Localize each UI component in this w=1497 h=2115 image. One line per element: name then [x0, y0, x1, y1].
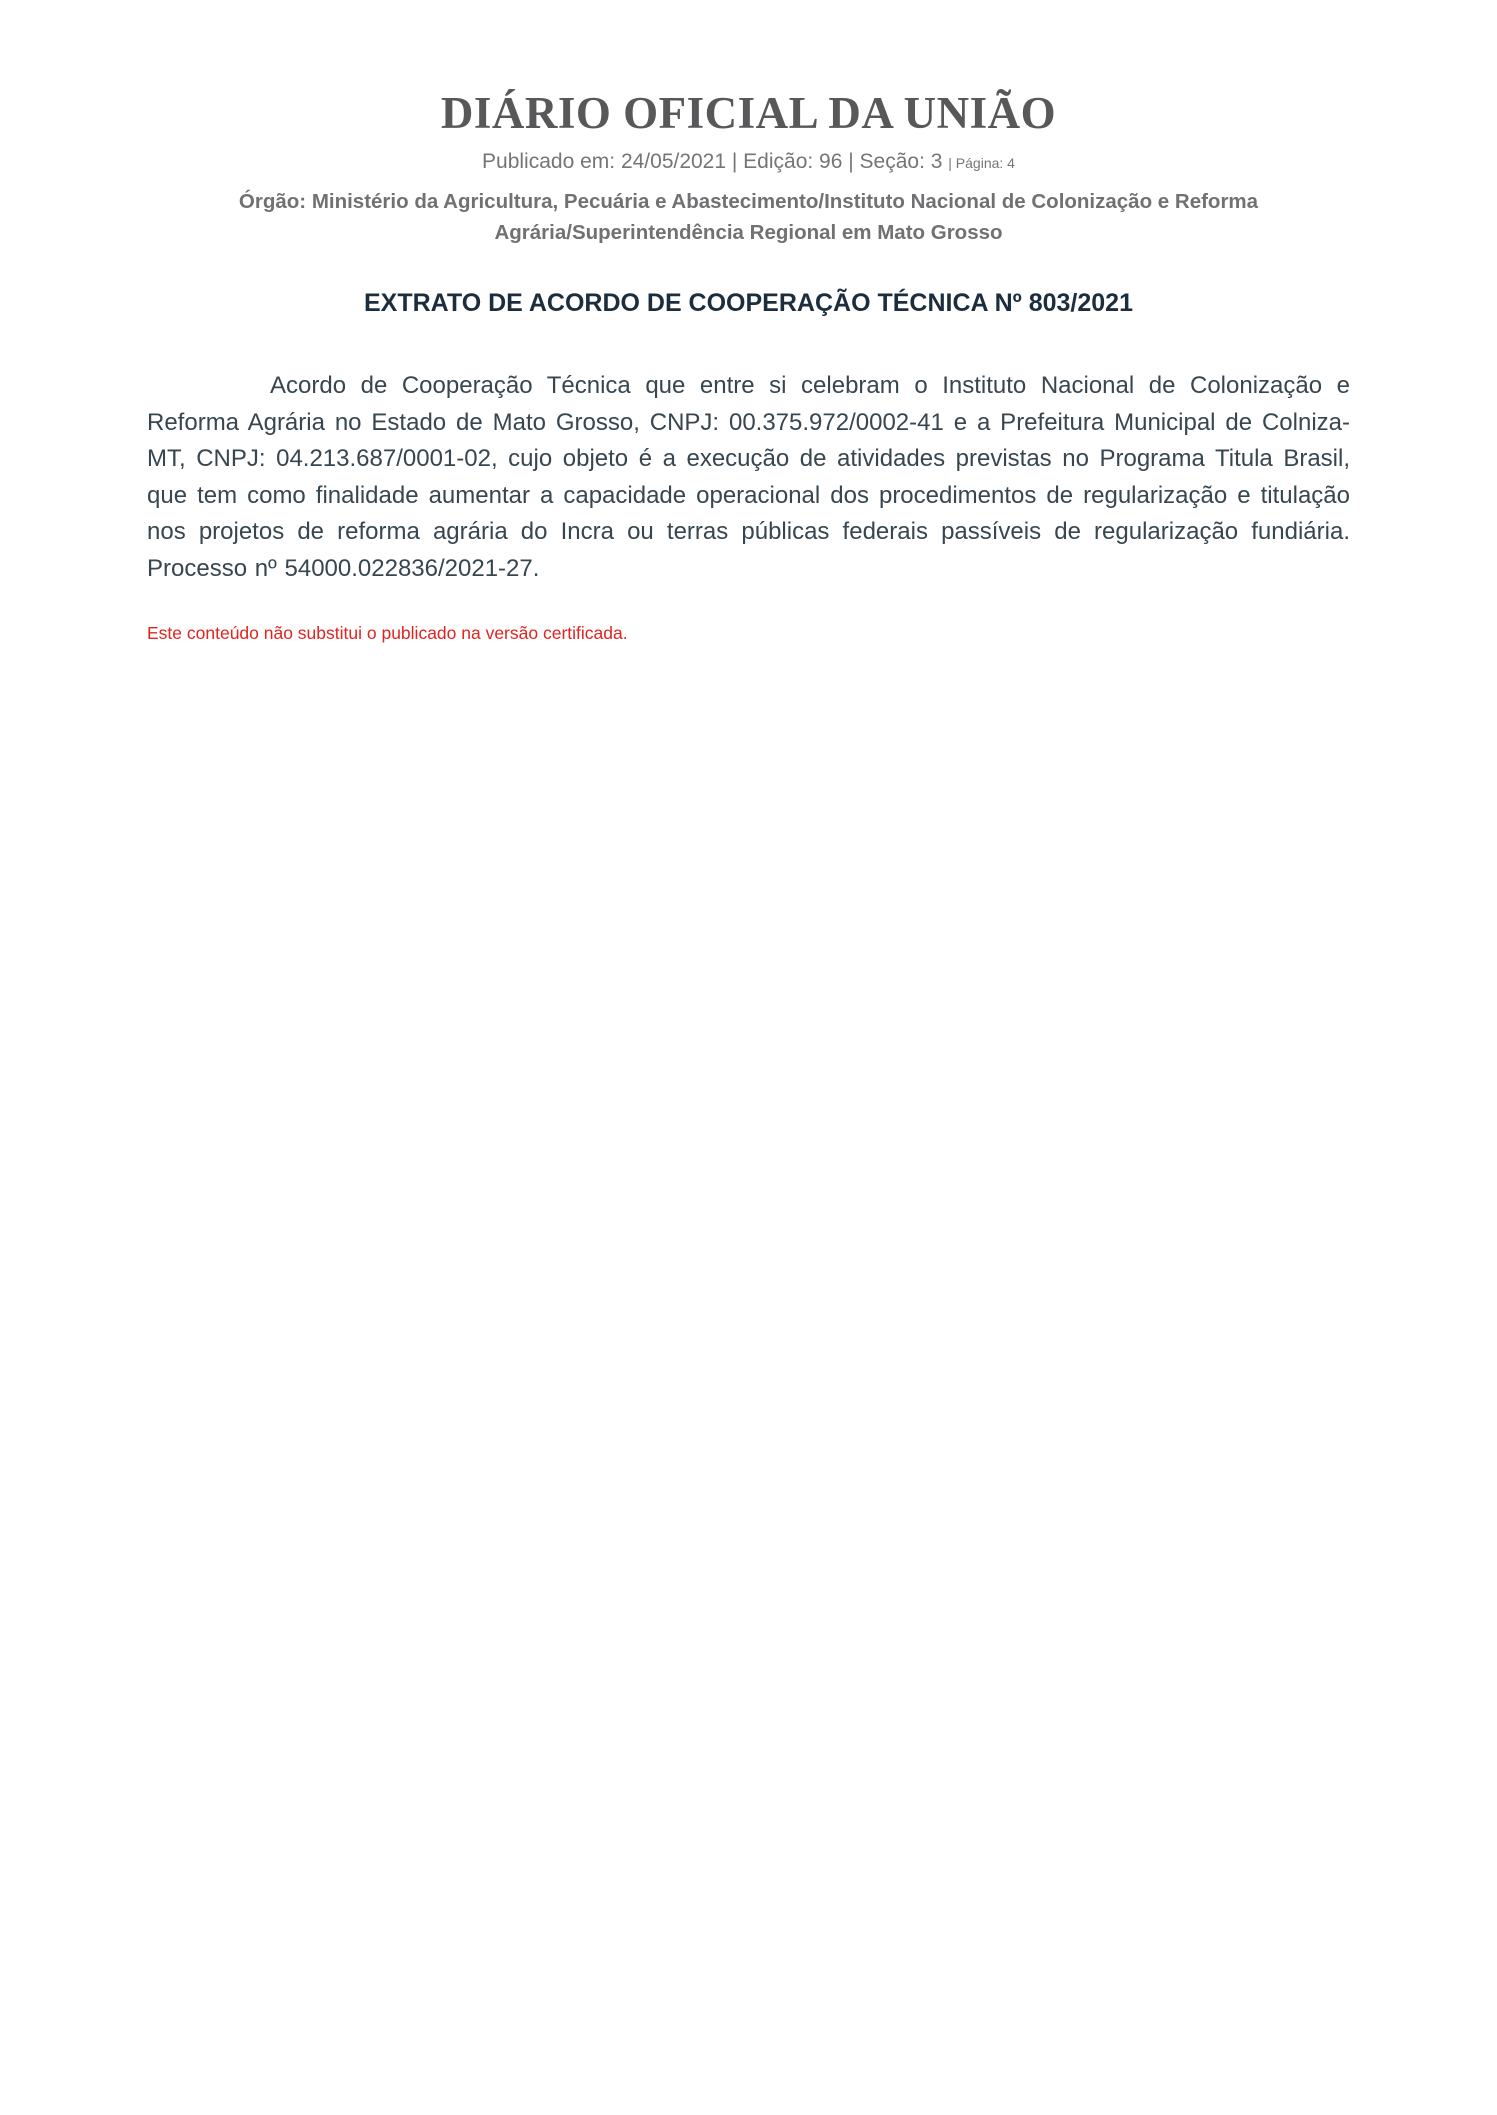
gazette-article — [147, 288, 1350, 644]
publication-meta-line: Publicado em: 24/05/2021 | Edição: 96 | Seção: 3 — [482, 149, 943, 173]
article-title: EXTRATO DE ACORDO DE COOPERAÇÃO TÉCNICA Nº 803/2021 — [364, 289, 1133, 318]
certification-disclaimer: Este conteúdo não substitui o publicado na versão certificada. — [147, 623, 628, 644]
document-content — [147, 0, 1350, 644]
organ-line: Órgão: Ministério da Agricultura, Pecuária e Abastecimento/Instituto Nacional de Colonização e Reforma Agrária/Superintendência Regional em Mato Grosso — [238, 189, 1259, 244]
article-body: Acordo de Cooperação Técnica que entre si celebram o Instituto Nacional de Colonização e Reforma Agrária no Estado de Mato Grosso, CNPJ: 00.375.972/0002-41 e a Prefeitura Municipal de Colniza-MT, CNPJ: 04.213.687/0001-02, cujo objeto é a execução de atividades previstas no Programa Titula Brasil, que tem como finalidade aumentar a capacidade operacional dos procedimentos de regularização e titulação nos projetos de reforma agrária do Incra ou terras públicas federais passíveis de regularização fundiária. Processo nº 54000.022836/2021-27. — [147, 372, 1350, 582]
masthead-title: DIÁRIO OFICIAL DA UNIÃO — [440, 88, 1057, 138]
publication-page-suffix: | Página: 4 — [948, 154, 1015, 171]
gazette-header — [147, 88, 1350, 248]
publication-meta — [147, 149, 1350, 174]
